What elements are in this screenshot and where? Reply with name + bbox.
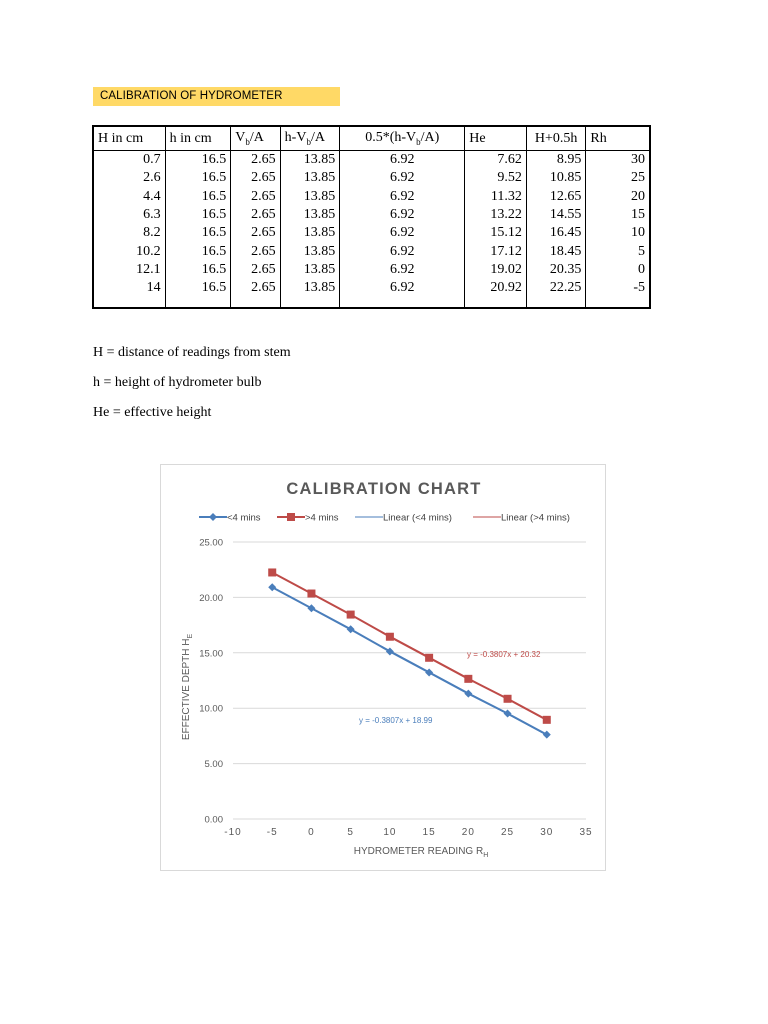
table-cell: 20 bbox=[586, 188, 650, 206]
table-row bbox=[93, 261, 650, 279]
table-cell: 12.65 bbox=[526, 188, 586, 206]
header-bulb-h: h in cm bbox=[165, 126, 231, 151]
data-point-diamond bbox=[307, 604, 315, 612]
y-tick-label: 0.00 bbox=[204, 814, 223, 826]
table-cell: 12.1 bbox=[93, 261, 165, 279]
table-cell: 25 bbox=[586, 169, 650, 187]
chart-tick-labels bbox=[199, 538, 592, 839]
table-cell: 5 bbox=[586, 242, 650, 260]
x-tick-label: 5 bbox=[347, 827, 354, 838]
header-vb-a-tail: /A bbox=[249, 130, 264, 146]
table-padding-row bbox=[93, 297, 650, 308]
table-cell: 16.5 bbox=[165, 279, 231, 297]
data-point-square bbox=[307, 590, 315, 598]
legend-label: >4 mins bbox=[305, 512, 339, 524]
header-he: He bbox=[465, 126, 527, 151]
table-cell: 11.32 bbox=[465, 188, 527, 206]
data-point-diamond bbox=[347, 625, 355, 633]
legend-marker-square bbox=[287, 513, 295, 521]
table-cell: 13.85 bbox=[280, 151, 340, 170]
header-half-term-sub: b bbox=[416, 136, 421, 147]
table-cell: 16.5 bbox=[165, 206, 231, 224]
table-cell: 13.85 bbox=[280, 169, 340, 187]
header-h-cm: H in cm bbox=[93, 126, 165, 151]
table-cell: 4.4 bbox=[93, 188, 165, 206]
chart-gridlines bbox=[233, 542, 586, 819]
data-point-diamond bbox=[504, 710, 512, 718]
table-cell: 6.92 bbox=[340, 224, 465, 242]
table-row bbox=[93, 188, 650, 206]
table-cell: 2.65 bbox=[231, 151, 280, 170]
table-cell: 9.52 bbox=[465, 169, 527, 187]
table-cell: 7.62 bbox=[465, 151, 527, 170]
table-row bbox=[93, 206, 650, 224]
data-point-diamond bbox=[543, 731, 551, 739]
x-tick-label: 20 bbox=[461, 827, 475, 838]
x-tick-label: 10 bbox=[383, 827, 397, 838]
data-point-diamond bbox=[425, 669, 433, 677]
table-cell: 2.65 bbox=[231, 169, 280, 187]
table-cell: 6.3 bbox=[93, 206, 165, 224]
data-point-square bbox=[543, 716, 551, 724]
header-half-term bbox=[340, 126, 465, 151]
chart-legend bbox=[199, 513, 570, 524]
table-cell: 2.65 bbox=[231, 206, 280, 224]
x-tick-label: 30 bbox=[540, 827, 554, 838]
legend-marker-diamond bbox=[209, 513, 217, 521]
table-cell: 6.92 bbox=[340, 188, 465, 206]
table-cell: 6.92 bbox=[340, 206, 465, 224]
table-cell: 6.92 bbox=[340, 261, 465, 279]
x-tick-label: 15 bbox=[422, 827, 436, 838]
header-h-plus-half: H+0.5h bbox=[526, 126, 586, 151]
header-vb-a-sub: b bbox=[245, 136, 250, 147]
table-cell: 2.65 bbox=[231, 242, 280, 260]
y-tick-label: 15.00 bbox=[199, 648, 223, 660]
table-cell: 0.7 bbox=[93, 151, 165, 170]
table-cell: 8.2 bbox=[93, 224, 165, 242]
trendline-equation-over-4: y = -0.3807x + 20.32 bbox=[467, 650, 541, 659]
definition-bulb-h: h = height of hydrometer bulb bbox=[93, 375, 262, 390]
table-cell: 10.2 bbox=[93, 242, 165, 260]
header-vb-a-v: V bbox=[235, 130, 246, 146]
table-cell: 2.65 bbox=[231, 188, 280, 206]
table-cell: 2.65 bbox=[231, 261, 280, 279]
table-cell: 16.5 bbox=[165, 261, 231, 279]
table-cell: 13.85 bbox=[280, 242, 340, 260]
chart-canvas bbox=[161, 465, 607, 872]
table-cell: 13.85 bbox=[280, 261, 340, 279]
table-cell: 16.5 bbox=[165, 242, 231, 260]
header-h-minus-vb-tail: /A bbox=[310, 130, 325, 146]
table-cell: 18.45 bbox=[526, 242, 586, 260]
legend-label: Linear (>4 mins) bbox=[501, 512, 570, 524]
table-cell: 19.02 bbox=[465, 261, 527, 279]
calibration-table bbox=[92, 125, 651, 309]
data-point-diamond bbox=[464, 690, 472, 698]
table-cell: 6.92 bbox=[340, 151, 465, 170]
table-cell: 2.65 bbox=[231, 224, 280, 242]
table-cell: 15.12 bbox=[465, 224, 527, 242]
calibration-chart bbox=[160, 464, 606, 871]
y-tick-label: 25.00 bbox=[199, 537, 223, 549]
header-rh: Rh bbox=[586, 126, 650, 151]
y-tick-label: 10.00 bbox=[199, 703, 223, 715]
table-row bbox=[93, 169, 650, 187]
table-header-row bbox=[93, 126, 650, 151]
x-tick-label: 35 bbox=[579, 827, 593, 838]
table-cell: 15 bbox=[586, 206, 650, 224]
table-cell-empty bbox=[526, 297, 586, 308]
table-cell-empty bbox=[165, 297, 231, 308]
legend-label: Linear (<4 mins) bbox=[383, 512, 452, 524]
header-h-minus-vb bbox=[280, 126, 340, 151]
table-cell-empty bbox=[586, 297, 650, 308]
table-cell: 16.5 bbox=[165, 151, 231, 170]
table-cell: 8.95 bbox=[526, 151, 586, 170]
definition-h: H = distance of readings from stem bbox=[93, 345, 291, 360]
table-cell-empty bbox=[280, 297, 340, 308]
table-cell: 16.45 bbox=[526, 224, 586, 242]
x-tick-label: -10 bbox=[224, 827, 242, 838]
table-cell: 30 bbox=[586, 151, 650, 170]
table-cell: 17.12 bbox=[465, 242, 527, 260]
table-cell: 2.6 bbox=[93, 169, 165, 187]
header-vb-a bbox=[231, 126, 280, 151]
header-half-term-tail: /A) bbox=[420, 130, 440, 146]
chart-x-axis-label: HYDROMETER READING $R_H$ bbox=[353, 846, 489, 859]
table-row bbox=[93, 224, 650, 242]
legend-label: <4 mins bbox=[227, 512, 261, 524]
table-cell: 14 bbox=[93, 279, 165, 297]
table-cell: 13.85 bbox=[280, 206, 340, 224]
table-cell: 16.5 bbox=[165, 224, 231, 242]
data-point-square bbox=[425, 654, 433, 662]
data-point-diamond bbox=[268, 583, 276, 591]
data-point-square bbox=[268, 568, 276, 576]
definition-he: He = effective height bbox=[93, 405, 212, 420]
table-cell-empty bbox=[93, 297, 165, 308]
table-cell-empty bbox=[465, 297, 527, 308]
table-cell: 10.85 bbox=[526, 169, 586, 187]
table-cell: -5 bbox=[586, 279, 650, 297]
table-cell: 10 bbox=[586, 224, 650, 242]
table-cell-empty bbox=[340, 297, 465, 308]
table-cell: 6.92 bbox=[340, 169, 465, 187]
table-cell: 16.5 bbox=[165, 169, 231, 187]
table-cell: 6.92 bbox=[340, 279, 465, 297]
table-body bbox=[93, 151, 650, 309]
table-cell: 20.35 bbox=[526, 261, 586, 279]
data-point-square bbox=[386, 633, 394, 641]
header-half-term-head: 0.5*(h-V bbox=[365, 130, 417, 146]
table-cell: 0 bbox=[586, 261, 650, 279]
table-cell: 13.85 bbox=[280, 224, 340, 242]
chart-title: CALIBRATION CHART bbox=[286, 480, 482, 498]
table-cell: 20.92 bbox=[465, 279, 527, 297]
data-point-diamond bbox=[386, 647, 394, 655]
chart-y-axis-label: EFFECTIVE DEPTH $H_E$ bbox=[181, 633, 194, 741]
table-cell: 14.55 bbox=[526, 206, 586, 224]
section-heading: CALIBRATION OF HYDROMETER bbox=[93, 87, 340, 106]
table-cell-empty bbox=[231, 297, 280, 308]
x-tick-label: -5 bbox=[266, 827, 278, 838]
table-row bbox=[93, 279, 650, 297]
y-tick-label: 20.00 bbox=[199, 592, 223, 604]
table-cell: 22.25 bbox=[526, 279, 586, 297]
data-point-square bbox=[504, 695, 512, 703]
x-tick-label: 25 bbox=[500, 827, 515, 838]
header-h-minus-vb-sub: b bbox=[306, 136, 311, 147]
data-point-square bbox=[464, 675, 472, 683]
data-point-square bbox=[347, 611, 355, 619]
table-row bbox=[93, 151, 650, 170]
table-cell: 13.85 bbox=[280, 188, 340, 206]
table-cell: 2.65 bbox=[231, 279, 280, 297]
y-tick-label: 5.00 bbox=[204, 759, 223, 771]
table-cell: 6.92 bbox=[340, 242, 465, 260]
table-row bbox=[93, 242, 650, 260]
x-tick-label: 0 bbox=[308, 827, 315, 838]
table-cell: 13.85 bbox=[280, 279, 340, 297]
table-cell: 16.5 bbox=[165, 188, 231, 206]
header-h-minus-vb-head: h-V bbox=[284, 130, 307, 146]
table-cell: 13.22 bbox=[465, 206, 527, 224]
trendline-equation-under-4: y = -0.3807x + 18.99 bbox=[359, 716, 433, 725]
